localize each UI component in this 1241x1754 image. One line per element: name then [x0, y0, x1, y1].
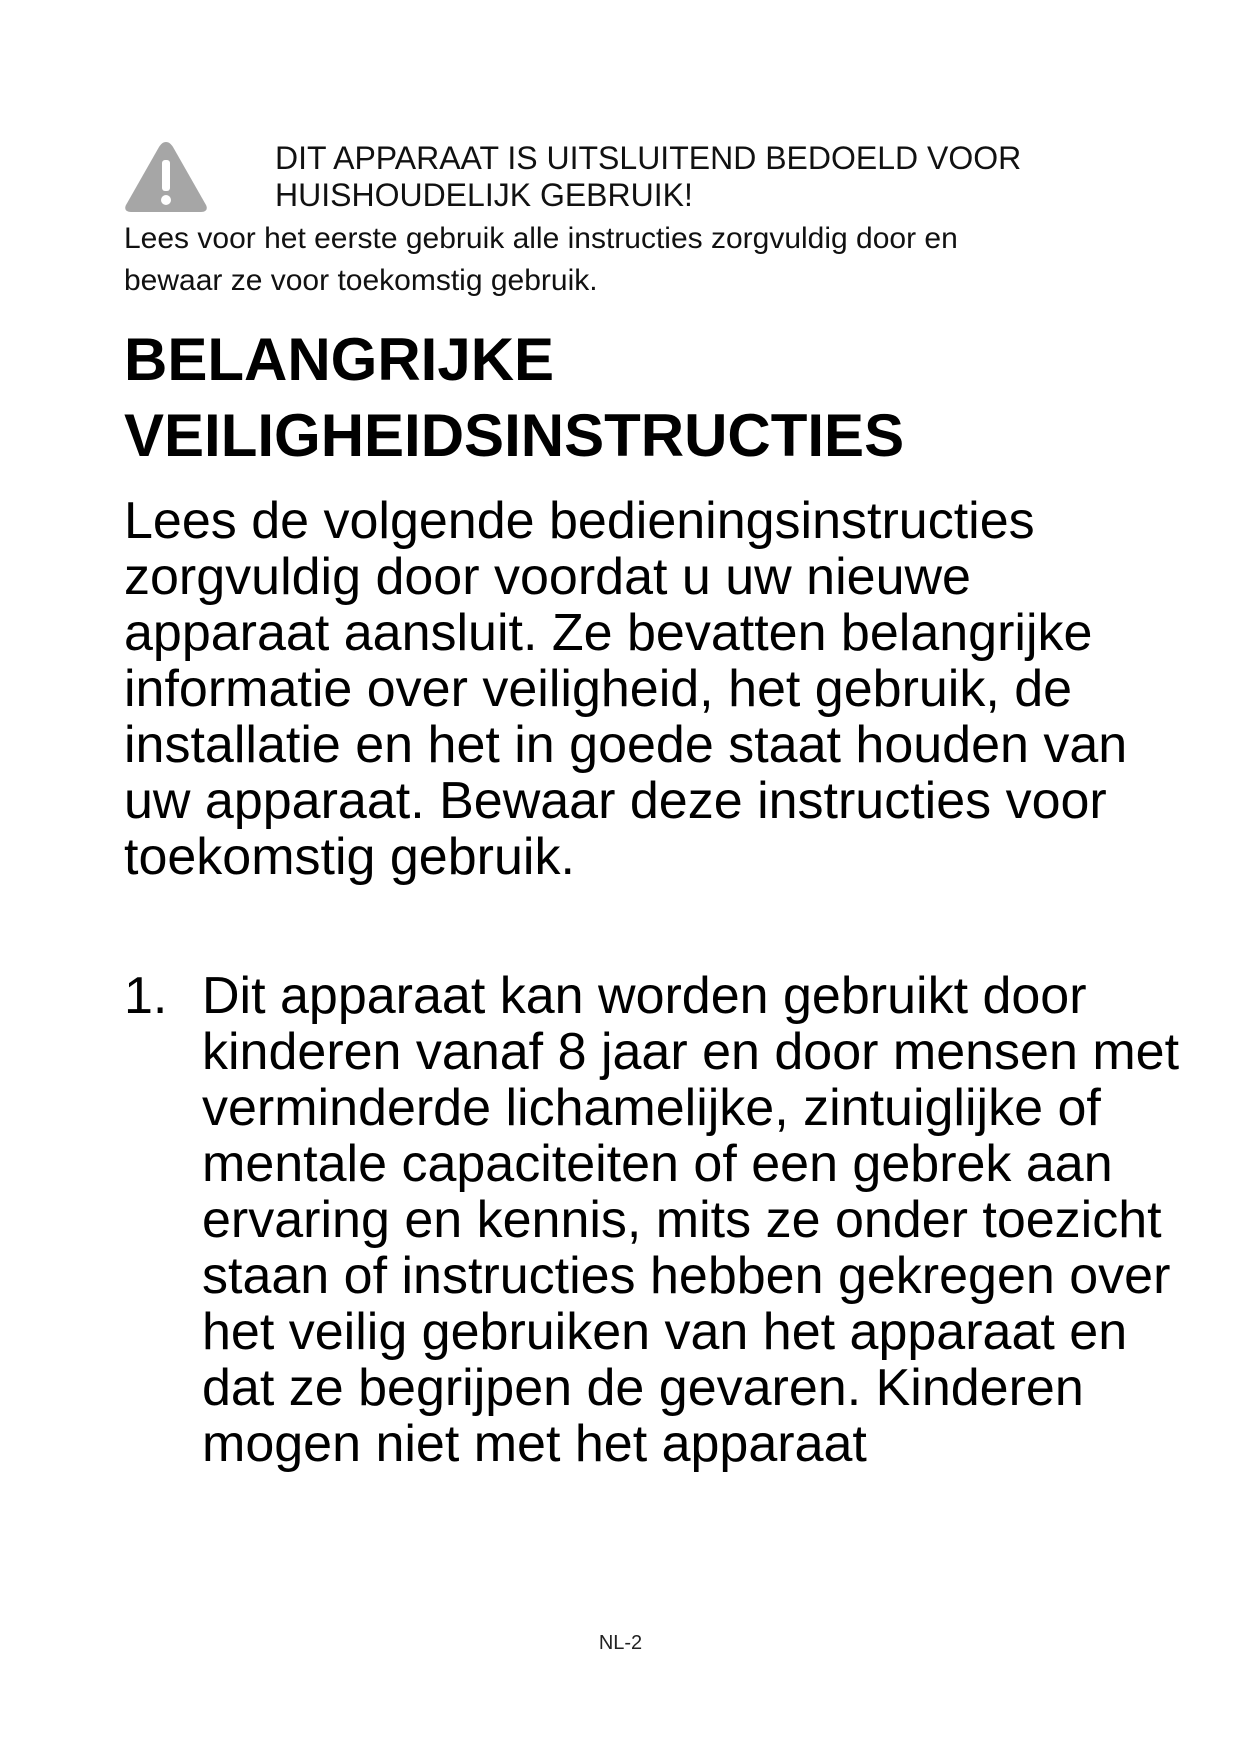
warning-triangle-icon [124, 140, 208, 214]
list-item-number: 1. [124, 967, 168, 1025]
page-number: NL-2 [598, 1632, 643, 1654]
household-use-notice [275, 140, 1175, 214]
list-item [124, 968, 1184, 1472]
notice-line-2: HUISHOUDELIJK GEBRUIK! [275, 177, 693, 213]
notice-line-1: DIT APPARAAT IS UITSLUITEND BEDOELD VOOR [275, 140, 1022, 176]
heading-line-2: VEILIGHEIDSINSTRUCTIES [124, 402, 905, 469]
heading-line-1: BELANGRIJKE [124, 326, 555, 393]
safety-instructions-list [124, 968, 1184, 1472]
lead-paragraph: Lees de volgende bedieningsinstructies zorgvuldig door voordat u uw nieuwe apparaat aansluit. Ze bevatten belangrijke informatie over veiligheid, het gebruik, de installatie en het in goede staat houden van uw apparaat. Bewaar deze instructies voor toekomstig gebruik. [124, 492, 1128, 886]
intro-text [124, 218, 1124, 302]
list-item-text: Dit apparaat kan worden gebruikt door kinderen vanaf 8 jaar en door mensen met verminderde lichamelijke, zintuiglijke of mentale capaciteiten of een gebrek aan ervaring en kennis, mits ze onder toezicht staan of instructies hebben gekregen over het veilig gebruiken van het apparaat en dat ze begrijpen de gevaren. Kinderen mogen niet met het apparaat [202, 967, 1180, 1473]
intro-line-2: bewaar ze voor toekomstig gebruik. [124, 264, 598, 297]
section-heading [124, 322, 1174, 474]
intro-line-1: Lees voor het eerste gebruik alle instructies zorgvuldig door en [124, 222, 958, 255]
